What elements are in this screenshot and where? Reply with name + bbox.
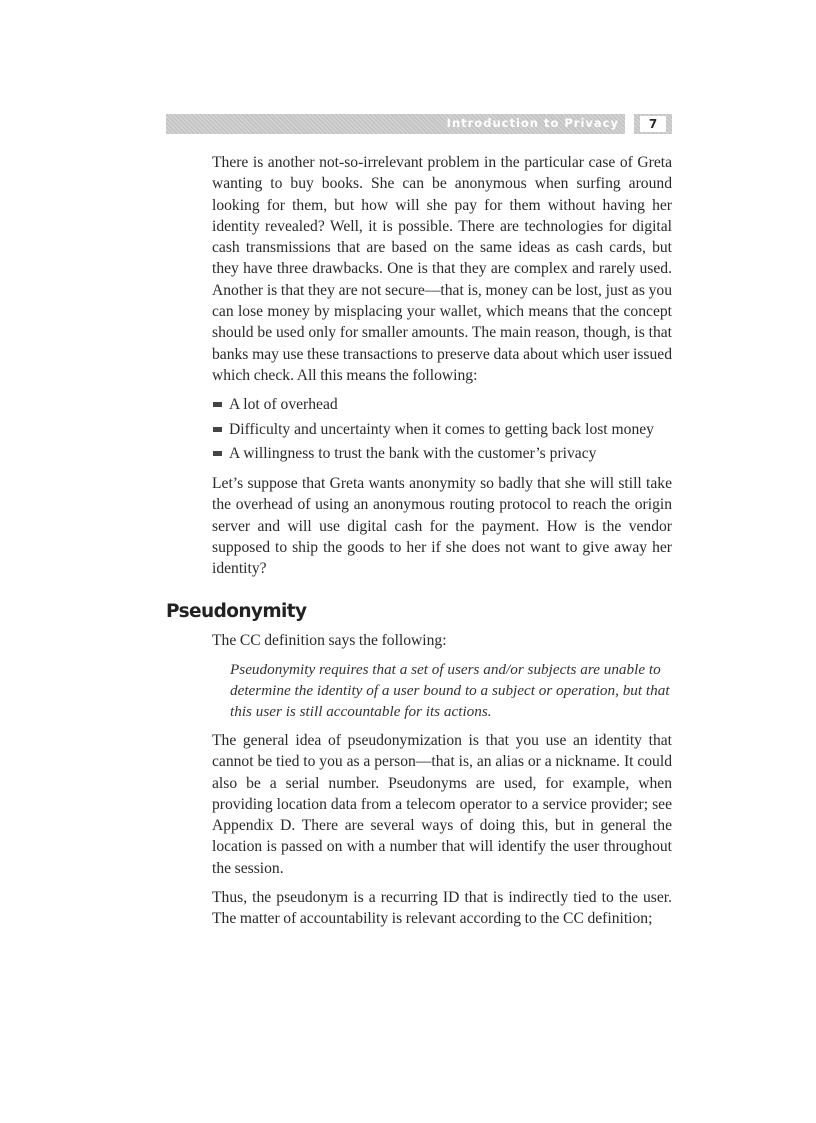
section-heading-wrapper — [166, 600, 672, 624]
paragraph-pseudonymization: The general idea of pseudonymization is that you use an identity that cannot be tied to you as a person—that is, an alias or a nickname. It could also be a serial number. Pseudonyms are used, for example, when providing location data from a telecom operator to a service provider; see Appendix D. There are several ways of doing this, but in general the location is passed on with a number that will identify the user throughout the session. — [212, 731, 672, 877]
page-number: 7 — [640, 116, 666, 132]
paragraph-payment-problem: There is another not-so-irrelevant problem in the particular case of Greta wanting to buy books. She can be anonymous when surfing around looking for them, but how will she pay for them without having her identity revealed? Well, it is possible. There are technologies for digital cash transmissions that are based on the same ideas as cash cards, but they have three drawbacks. One is that they are complex and rarely used. Another is that they are not secure—that is, money can be lost, just as you can lose money by misplacing your wallet, which means that the concept should be used only for smaller amounts. The main reason, though, is that banks may use these transactions to preserve data about which user issued which check. All this means the following: — [212, 154, 672, 384]
square-bullet-icon — [213, 451, 222, 456]
list-item — [212, 443, 672, 464]
list-item — [212, 394, 672, 415]
paragraph-greta-anonymity: Let’s suppose that Greta wants anonymity so badly that she will still take the overhead of using an anonymous routing protocol to reach the origin server and will use digital cash for the payment. How is the vendor supposed to ship the goods to her if she does not want to give away her identity? — [212, 475, 672, 578]
list-item-text: A lot of overhead — [229, 396, 338, 414]
square-bullet-icon — [213, 402, 222, 407]
list-item — [212, 419, 672, 440]
paragraph-recurring-id: Thus, the pseudonym is a recurring ID that is indirectly tied to the user. The matter of accountability is relevant according to the CC definition; — [212, 889, 672, 928]
cc-definition-quote: Pseudonymity requires that a set of users and/or subjects are unable to determine the identity of a user bound to a subject or operation, but that this user is still accountable for its actions. — [230, 660, 670, 720]
paragraph-cc-intro: The CC definition says the following: — [212, 631, 447, 649]
section-heading: Pseudonymity — [166, 600, 307, 622]
page-number-box — [634, 114, 672, 134]
list-item-text: Difficulty and uncertainty when it comes to getting back lost money — [229, 420, 654, 438]
running-head-title: Introduction to Privacy — [446, 116, 619, 130]
square-bullet-icon — [213, 427, 222, 432]
list-item-text: A willingness to trust the bank with the customer’s privacy — [229, 444, 597, 462]
page-body — [166, 152, 672, 938]
drawbacks-list — [212, 394, 672, 464]
running-head-bar — [166, 114, 625, 134]
